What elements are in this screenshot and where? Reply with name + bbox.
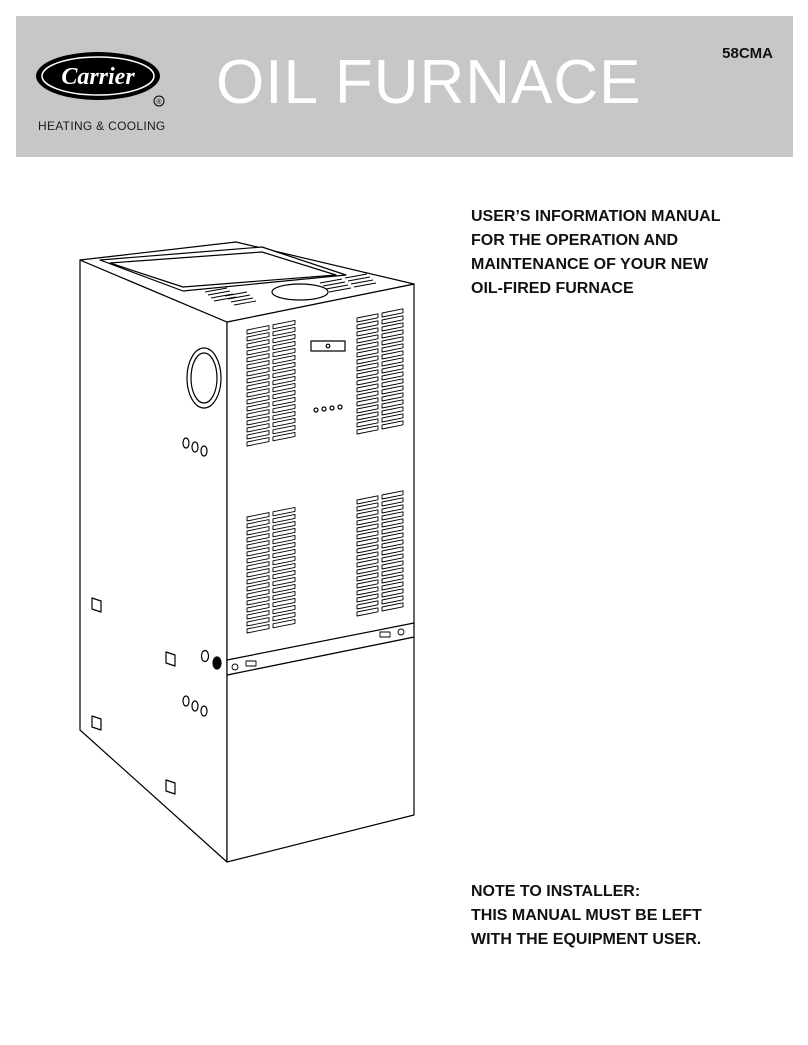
product-title: OIL FURNACE — [216, 48, 642, 117]
brand-subtitle: HEATING & COOLING — [38, 119, 166, 133]
furnace-blower-door — [227, 637, 414, 862]
registered-mark: ® — [156, 99, 162, 106]
furnace-illustration — [78, 240, 423, 865]
brand-name: Carrier — [61, 64, 135, 90]
top-vent-opening — [272, 284, 328, 300]
carrier-logo — [33, 50, 167, 108]
oil-line-port — [213, 657, 221, 669]
manual-title-line: USER’S INFORMATION MANUAL — [471, 208, 721, 225]
model-number: 58CMA — [722, 45, 773, 62]
control-knob — [326, 344, 330, 348]
installer-note-line: THIS MANUAL MUST BE LEFT — [471, 907, 702, 924]
installer-note-line: WITH THE EQUIPMENT USER. — [471, 931, 702, 948]
manual-title — [471, 205, 791, 301]
installer-note — [471, 880, 791, 952]
manual-title-line: FOR THE OPERATION AND — [471, 232, 679, 249]
manual-title-line: MAINTENANCE OF YOUR NEW — [471, 256, 709, 273]
manual-title-line: OIL-FIRED FURNACE — [471, 280, 634, 297]
installer-note-line: NOTE TO INSTALLER: — [471, 883, 641, 900]
side-access-opening — [187, 348, 221, 408]
